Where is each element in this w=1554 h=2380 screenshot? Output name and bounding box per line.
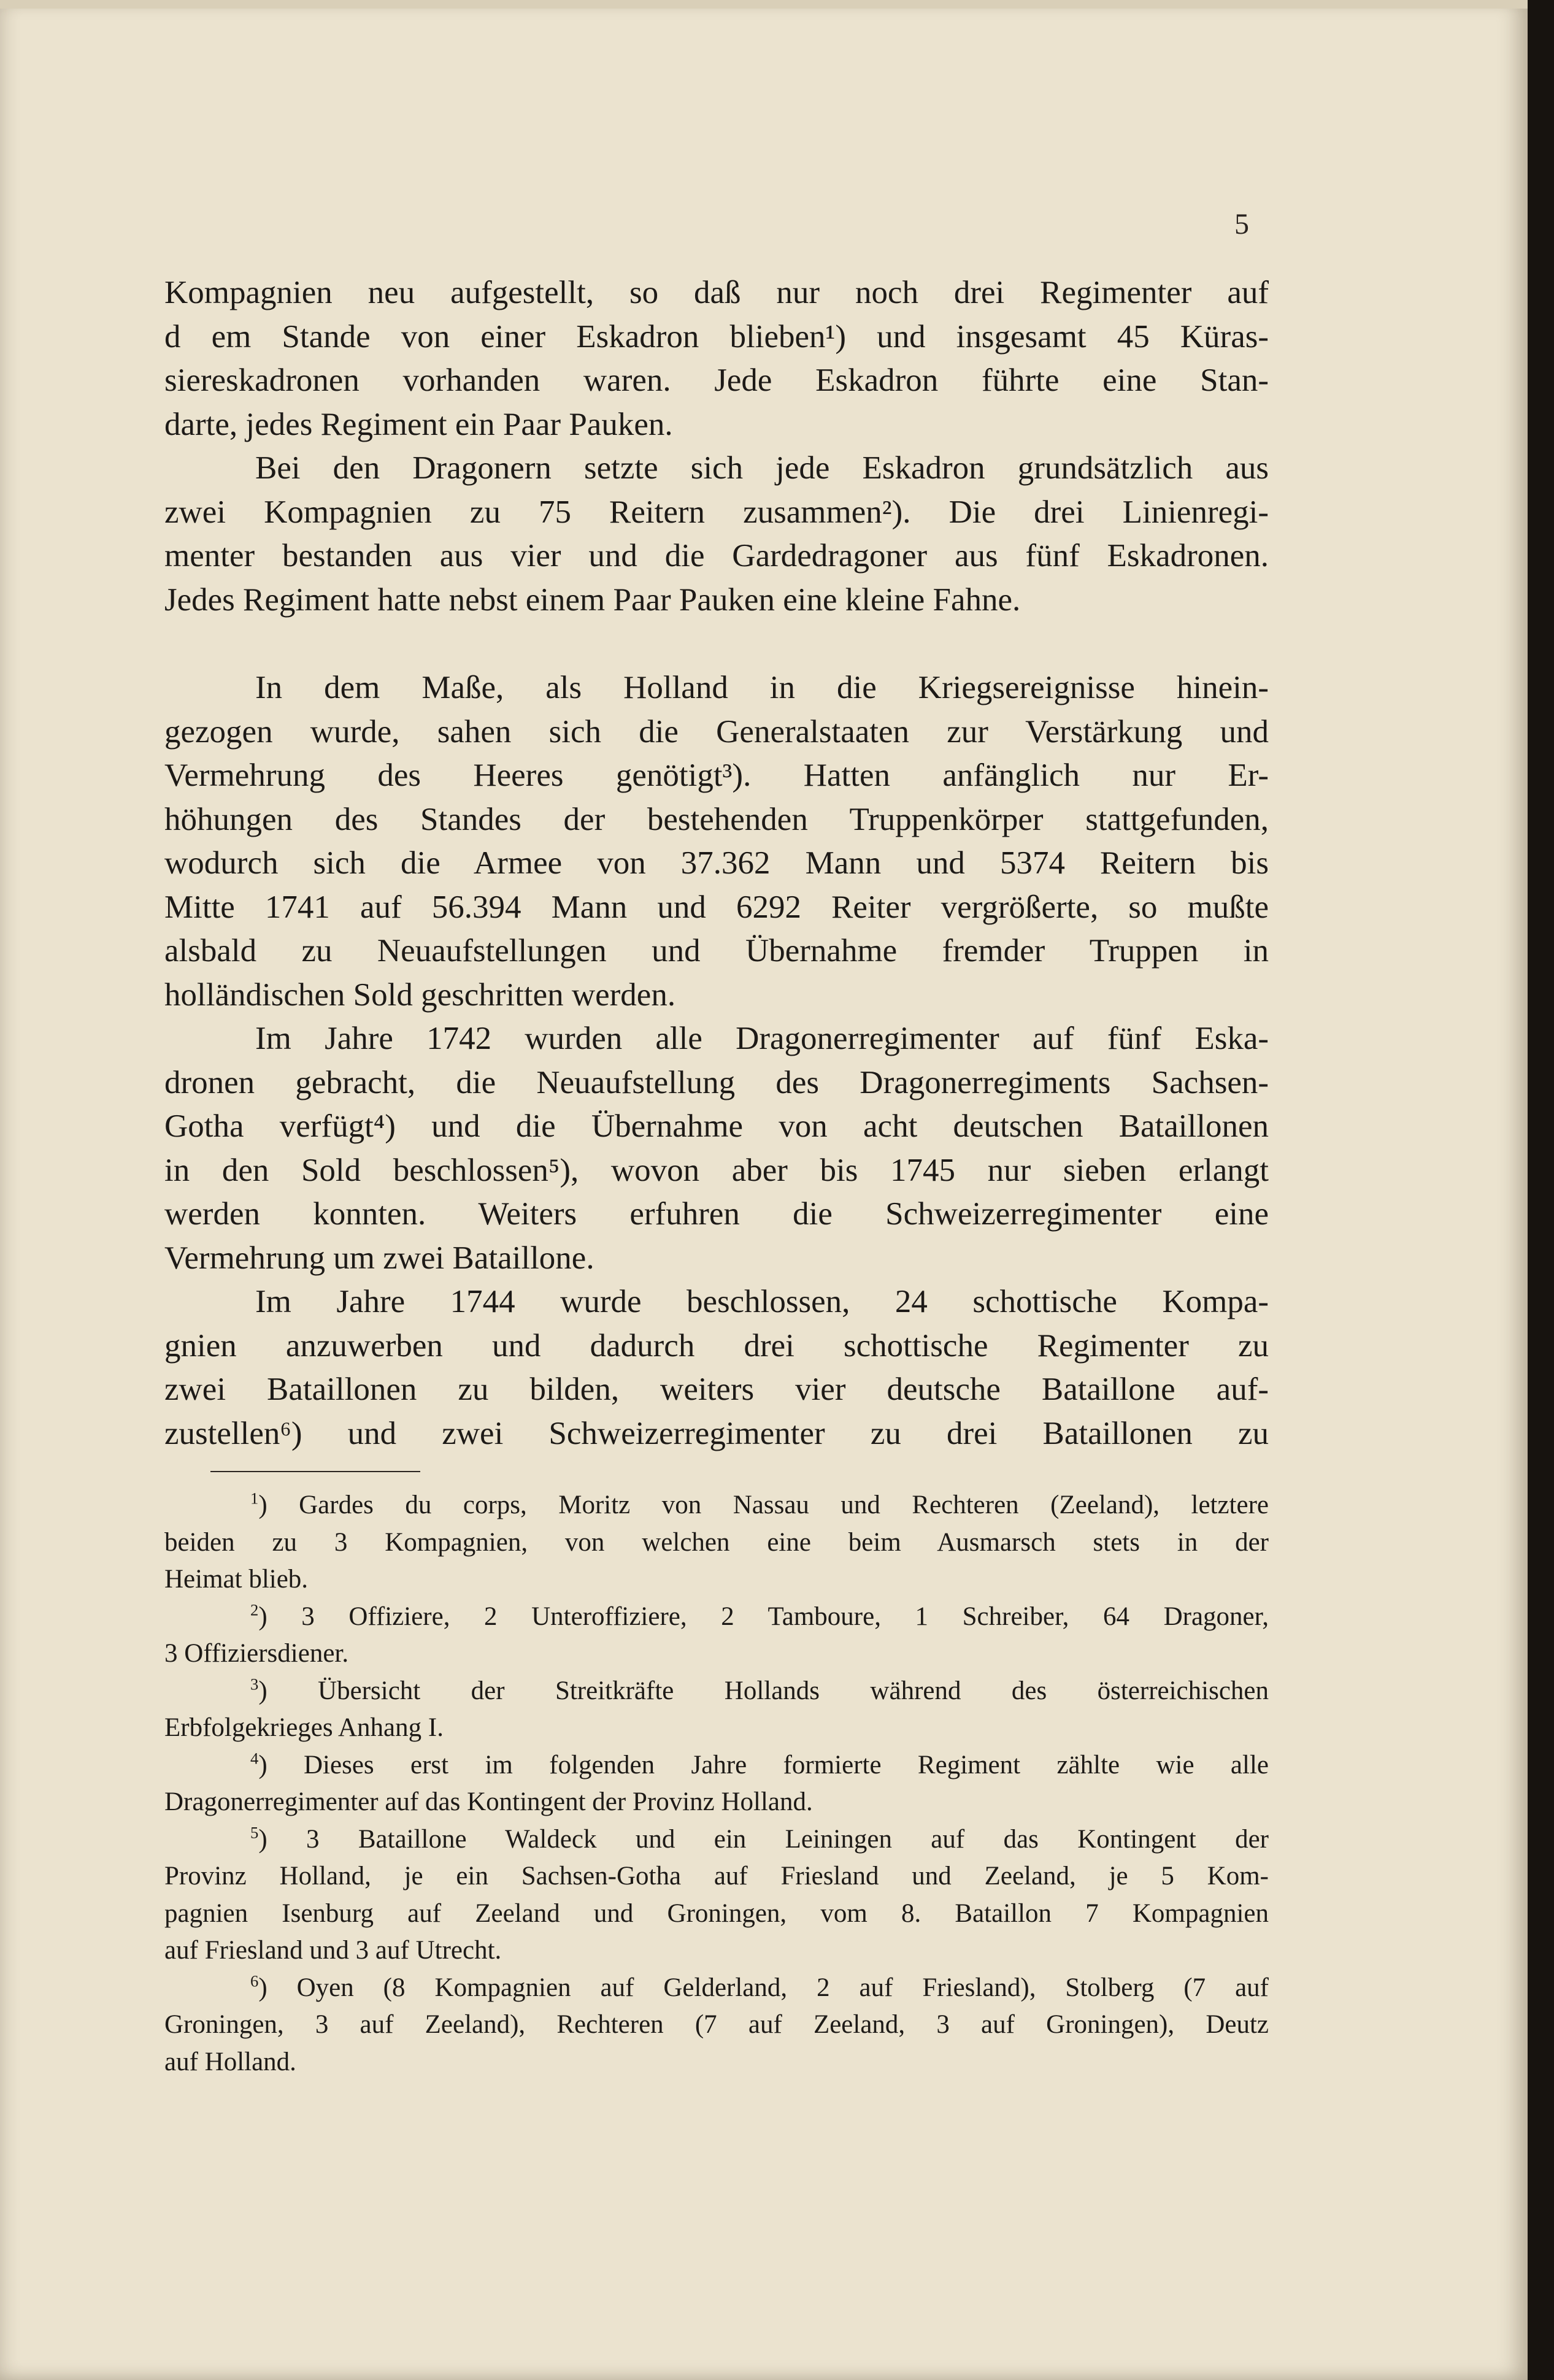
text-line: Im Jahre 1742 wurden alle Dragonerregimenter auf fünf Eska-: [255, 1021, 1269, 1056]
text-line: Mitte 1741 auf 56.394 Mann und 6292 Reiter vergrößerte, so mußte: [164, 889, 1269, 925]
footnote-6: [164, 1970, 1269, 2081]
paragraph-5: [164, 1280, 1269, 1456]
footnote-line: auf Friesland und 3 auf Utrecht.: [164, 1936, 502, 1965]
footnote-text: ) Dieses erst im folgenden Jahre formierte Regiment zählte wie alle: [258, 1750, 1269, 1779]
footnote-line: Provinz Holland, je ein Sachsen-Gotha auf Friesland und Zeeland, je 5 Kom-: [164, 1862, 1269, 1891]
footnote-2: [164, 1599, 1269, 1673]
paragraph-3: [164, 666, 1269, 1017]
footnote-text: ) 3 Bataillone Waldeck und ein Leiningen auf das Kontingent der: [258, 1824, 1269, 1854]
footnote-line: [164, 1821, 1269, 1859]
footnote-marker: 3: [250, 1675, 259, 1694]
footnote-line: 3 Offiziersdiener.: [164, 1639, 349, 1668]
footnote-text: ) 3 Offiziere, 2 Unteroffiziere, 2 Tamboure, 1 Schreiber, 64 Dragoner,: [258, 1602, 1269, 1631]
footnote-line: Dragonerregimenter auf das Kontingent der Provinz Holland.: [164, 1787, 813, 1816]
footnote-line: Groningen, 3 auf Zeeland), Rechteren (7 auf Zeeland, 3 auf Groningen), Deutz: [164, 2010, 1269, 2039]
footnote-text: ) Oyen (8 Kompagnien auf Gelderland, 2 auf Friesland), Stolberg (7 auf: [258, 1973, 1269, 2002]
text-line: gnien anzuwerben und dadurch drei schottische Regimenter zu: [164, 1327, 1269, 1364]
page-top-edge: [0, 0, 1528, 9]
footnote-line: Heimat blieb.: [164, 1565, 309, 1594]
text-line: Vermehrung um zwei Bataillone.: [164, 1240, 594, 1276]
footnote-marker: 5: [250, 1823, 259, 1842]
footnote-line: pagnien Isenburg auf Zeeland und Groningen, vom 8. Bataillon 7 Kompagnien: [164, 1898, 1269, 1928]
footnote-separator: [210, 1471, 420, 1472]
text-line: darte, jedes Regiment ein Paar Pauken.: [164, 406, 673, 442]
footnote-marker: 4: [250, 1749, 259, 1768]
footnote-line: auf Holland.: [164, 2047, 296, 2076]
text-line: höhungen des Standes der bestehenden Truppenkörper stattgefunden,: [164, 801, 1269, 837]
footnote-marker: 2: [250, 1600, 259, 1619]
paragraph-4: [164, 1017, 1269, 1280]
paragraph-2: [164, 447, 1269, 622]
footnote-line: [164, 1970, 1269, 2007]
footnote-text: ) Übersicht der Streitkräfte Hollands während des österreichischen: [258, 1676, 1269, 1705]
text-line: gezogen wurde, sahen sich die Generalstaaten zur Verstärkung und: [164, 713, 1269, 750]
text-line: wodurch sich die Armee von 37.362 Mann und 5374 Reitern bis: [164, 845, 1269, 881]
text-line: holländischen Sold geschritten werden.: [164, 977, 676, 1013]
text-line: zwei Bataillonen zu bilden, weiters vier deutsche Bataillone auf-: [164, 1372, 1269, 1407]
text-line: Kompagnien neu aufgestellt, so daß nur noch drei Regimenter auf: [164, 275, 1269, 310]
text-line: alsbald zu Neuaufstellungen und Übernahme fremder Truppen in: [164, 933, 1269, 969]
footnote-3: [164, 1673, 1269, 1747]
paragraph-1: [164, 271, 1269, 447]
text-line: Bei den Dragonern setzte sich jede Eskadron grundsätzlich aus: [255, 450, 1269, 486]
text-line: menter bestanden aus vier und die Gardedragoner aus fünf Eskadronen.: [164, 538, 1269, 574]
footnote-marker: 1: [250, 1489, 259, 1508]
text-line: siereskadronen vorhanden waren. Jede Eskadron führte eine Stan-: [164, 363, 1269, 398]
body-text: [164, 271, 1269, 1456]
footnote-1: [164, 1487, 1269, 1599]
text-line: werden konnten. Weiters erfuhren die Schweizerregimenter eine: [164, 1196, 1269, 1232]
footnote-line: [164, 1673, 1269, 1710]
text-line: In dem Maße, als Holland in die Kriegsereignisse hinein-: [255, 670, 1269, 705]
footnote-line: Erbfolgekrieges Anhang I.: [164, 1713, 444, 1742]
text-line: dronen gebracht, die Neuaufstellung des Dragonerregiments Sachsen-: [164, 1064, 1269, 1100]
footnote-line: [164, 1599, 1269, 1636]
footnote-line: [164, 1747, 1269, 1784]
footnote-line: [164, 1487, 1269, 1524]
text-line: Gotha verfügt⁴) und die Übernahme von acht deutschen Bataillonen: [164, 1108, 1269, 1144]
text-line: Im Jahre 1744 wurde beschlossen, 24 schottische Kompa-: [255, 1284, 1269, 1319]
text-line: in den Sold beschlossen⁵), wovon aber bis 1745 nur sieben erlangt: [164, 1152, 1269, 1188]
text-line: Jedes Regiment hatte nebst einem Paar Pauken eine kleine Fahne.: [164, 582, 1021, 618]
footnote-line: beiden zu 3 Kompagnien, von welchen eine beim Ausmarsch stets in der: [164, 1527, 1269, 1557]
footnote-marker: 6: [250, 1971, 259, 1990]
footnote-text: ) Gardes du corps, Moritz von Nassau und Rechteren (Zeeland), letztere: [258, 1491, 1269, 1519]
text-line: zustellen⁶) und zwei Schweizerregimenter zu drei Bataillonen zu: [164, 1415, 1269, 1451]
footnote-5: [164, 1821, 1269, 1970]
text-line: zwei Kompagnien zu 75 Reitern zusammen²). Die drei Linienregi-: [164, 494, 1269, 530]
footnotes: [164, 1487, 1269, 2081]
page-number: 5: [1234, 208, 1249, 240]
footnote-4: [164, 1747, 1269, 1821]
text-line: d em Stande von einer Eskadron blieben¹) und insgesamt 45 Küras-: [164, 318, 1269, 355]
text-line: Vermehrung des Heeres genötigt³). Hatten anfänglich nur Er-: [164, 758, 1269, 793]
